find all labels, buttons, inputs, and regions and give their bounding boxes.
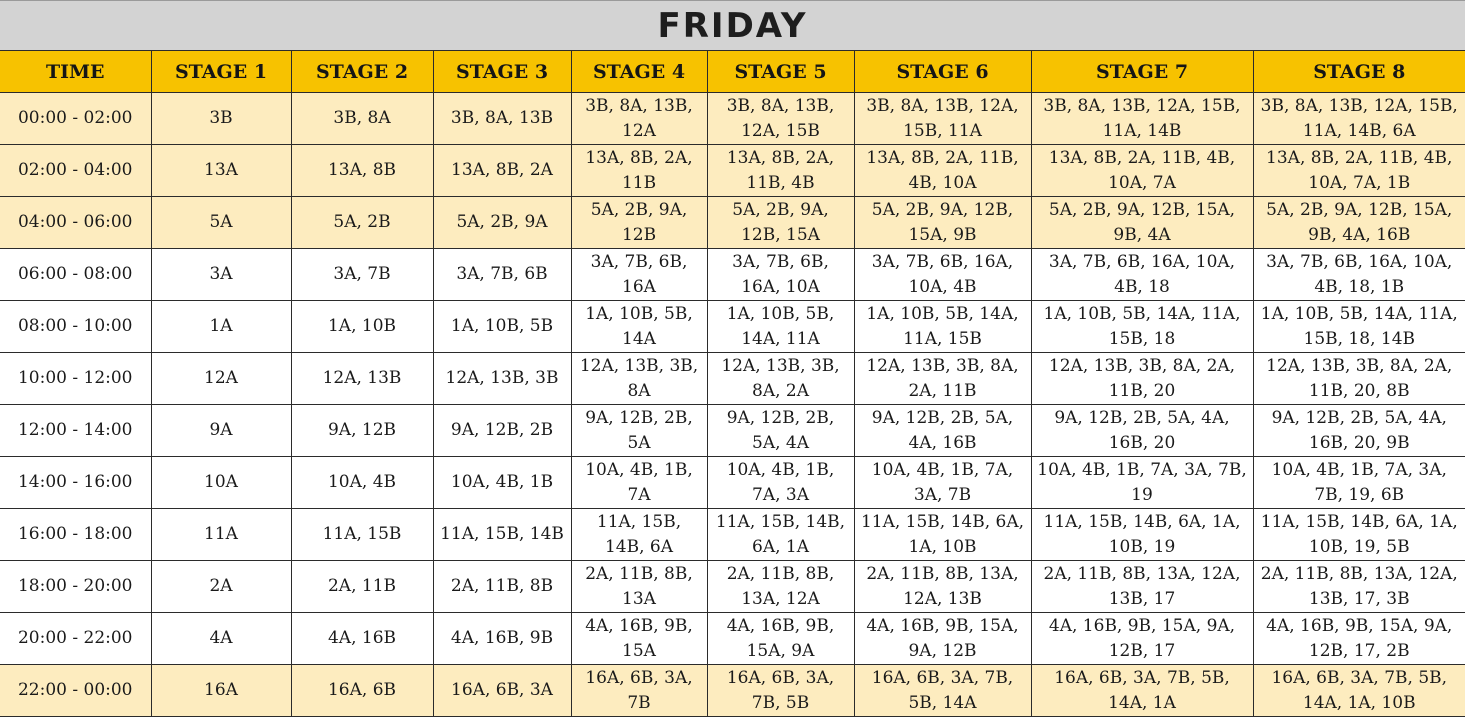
header-stage-7: STAGE 7	[1031, 51, 1253, 93]
cell-stage-2: 13A, 8B	[291, 145, 433, 197]
cell-time: 14:00 - 16:00	[0, 457, 151, 509]
cell-stage-2: 3B, 8A	[291, 93, 433, 145]
cell-stage-3: 3B, 8A, 13B	[433, 93, 571, 145]
table-row	[0, 509, 1465, 561]
cell-stage-2: 9A, 12B	[291, 405, 433, 457]
cell-stage-4: 16A, 6B, 3A, 7B	[571, 665, 707, 717]
cell-stage-7: 3A, 7B, 6B, 16A, 10A, 4B, 18	[1031, 249, 1253, 301]
cell-stage-3: 5A, 2B, 9A	[433, 197, 571, 249]
cell-stage-6: 4A, 16B, 9B, 15A, 9A, 12B	[854, 613, 1031, 665]
cell-stage-7: 5A, 2B, 9A, 12B, 15A, 9B, 4A	[1031, 197, 1253, 249]
cell-stage-5: 2A, 11B, 8B, 13A, 12A	[707, 561, 854, 613]
cell-stage-7: 9A, 12B, 2B, 5A, 4A, 16B, 20	[1031, 405, 1253, 457]
cell-stage-1: 11A	[151, 509, 291, 561]
cell-stage-1: 13A	[151, 145, 291, 197]
cell-stage-1: 3B	[151, 93, 291, 145]
table-row	[0, 457, 1465, 509]
cell-stage-4: 3B, 8A, 13B, 12A	[571, 93, 707, 145]
cell-stage-7: 13A, 8B, 2A, 11B, 4B, 10A, 7A	[1031, 145, 1253, 197]
cell-stage-6: 1A, 10B, 5B, 14A, 11A, 15B	[854, 301, 1031, 353]
cell-stage-8: 16A, 6B, 3A, 7B, 5B, 14A, 1A, 10B	[1253, 665, 1465, 717]
cell-stage-2: 10A, 4B	[291, 457, 433, 509]
cell-stage-6: 3A, 7B, 6B, 16A, 10A, 4B	[854, 249, 1031, 301]
cell-stage-1: 3A	[151, 249, 291, 301]
cell-stage-6: 16A, 6B, 3A, 7B, 5B, 14A	[854, 665, 1031, 717]
header-stage-5: STAGE 5	[707, 51, 854, 93]
table-row	[0, 197, 1465, 249]
cell-stage-4: 10A, 4B, 1B, 7A	[571, 457, 707, 509]
cell-stage-5: 11A, 15B, 14B, 6A, 1A	[707, 509, 854, 561]
cell-stage-8: 13A, 8B, 2A, 11B, 4B, 10A, 7A, 1B	[1253, 145, 1465, 197]
cell-stage-2: 3A, 7B	[291, 249, 433, 301]
cell-stage-1: 2A	[151, 561, 291, 613]
cell-stage-3: 9A, 12B, 2B	[433, 405, 571, 457]
table-row	[0, 249, 1465, 301]
cell-stage-7: 4A, 16B, 9B, 15A, 9A, 12B, 17	[1031, 613, 1253, 665]
cell-stage-4: 1A, 10B, 5B, 14A	[571, 301, 707, 353]
header-time: TIME	[0, 51, 151, 93]
cell-stage-7: 2A, 11B, 8B, 13A, 12A, 13B, 17	[1031, 561, 1253, 613]
cell-stage-7: 11A, 15B, 14B, 6A, 1A, 10B, 19	[1031, 509, 1253, 561]
cell-stage-5: 3B, 8A, 13B, 12A, 15B	[707, 93, 854, 145]
cell-stage-7: 1A, 10B, 5B, 14A, 11A, 15B, 18	[1031, 301, 1253, 353]
cell-stage-5: 13A, 8B, 2A, 11B, 4B	[707, 145, 854, 197]
cell-stage-3: 10A, 4B, 1B	[433, 457, 571, 509]
cell-stage-5: 1A, 10B, 5B, 14A, 11A	[707, 301, 854, 353]
cell-stage-5: 4A, 16B, 9B, 15A, 9A	[707, 613, 854, 665]
cell-time: 08:00 - 10:00	[0, 301, 151, 353]
header-stage-6: STAGE 6	[854, 51, 1031, 93]
cell-stage-2: 11A, 15B	[291, 509, 433, 561]
cell-stage-6: 11A, 15B, 14B, 6A, 1A, 10B	[854, 509, 1031, 561]
cell-stage-1: 16A	[151, 665, 291, 717]
cell-stage-5: 10A, 4B, 1B, 7A, 3A	[707, 457, 854, 509]
table-row	[0, 405, 1465, 457]
cell-time: 12:00 - 14:00	[0, 405, 151, 457]
table-row	[0, 561, 1465, 613]
cell-stage-2: 4A, 16B	[291, 613, 433, 665]
cell-time: 04:00 - 06:00	[0, 197, 151, 249]
cell-stage-7: 3B, 8A, 13B, 12A, 15B, 11A, 14B	[1031, 93, 1253, 145]
cell-time: 18:00 - 20:00	[0, 561, 151, 613]
cell-stage-2: 16A, 6B	[291, 665, 433, 717]
cell-stage-1: 9A	[151, 405, 291, 457]
cell-stage-6: 2A, 11B, 8B, 13A, 12A, 13B	[854, 561, 1031, 613]
table-row	[0, 665, 1465, 717]
cell-stage-2: 12A, 13B	[291, 353, 433, 405]
cell-time: 20:00 - 22:00	[0, 613, 151, 665]
cell-stage-1: 10A	[151, 457, 291, 509]
cell-stage-7: 12A, 13B, 3B, 8A, 2A, 11B, 20	[1031, 353, 1253, 405]
cell-stage-3: 3A, 7B, 6B	[433, 249, 571, 301]
cell-stage-8: 11A, 15B, 14B, 6A, 1A, 10B, 19, 5B	[1253, 509, 1465, 561]
cell-time: 22:00 - 00:00	[0, 665, 151, 717]
cell-stage-1: 12A	[151, 353, 291, 405]
cell-stage-8: 12A, 13B, 3B, 8A, 2A, 11B, 20, 8B	[1253, 353, 1465, 405]
cell-time: 10:00 - 12:00	[0, 353, 151, 405]
cell-stage-4: 12A, 13B, 3B, 8A	[571, 353, 707, 405]
table-row	[0, 145, 1465, 197]
cell-stage-4: 9A, 12B, 2B, 5A	[571, 405, 707, 457]
cell-stage-3: 11A, 15B, 14B	[433, 509, 571, 561]
cell-stage-3: 1A, 10B, 5B	[433, 301, 571, 353]
header-stage-3: STAGE 3	[433, 51, 571, 93]
cell-time: 00:00 - 02:00	[0, 93, 151, 145]
cell-stage-5: 12A, 13B, 3B, 8A, 2A	[707, 353, 854, 405]
cell-stage-4: 4A, 16B, 9B, 15A	[571, 613, 707, 665]
cell-stage-2: 2A, 11B	[291, 561, 433, 613]
header-stage-2: STAGE 2	[291, 51, 433, 93]
cell-stage-5: 3A, 7B, 6B, 16A, 10A	[707, 249, 854, 301]
cell-stage-3: 13A, 8B, 2A	[433, 145, 571, 197]
cell-stage-4: 13A, 8B, 2A, 11B	[571, 145, 707, 197]
cell-stage-6: 10A, 4B, 1B, 7A, 3A, 7B	[854, 457, 1031, 509]
cell-stage-3: 4A, 16B, 9B	[433, 613, 571, 665]
table-row	[0, 613, 1465, 665]
cell-stage-3: 2A, 11B, 8B	[433, 561, 571, 613]
table-row	[0, 301, 1465, 353]
cell-stage-1: 1A	[151, 301, 291, 353]
cell-stage-8: 1A, 10B, 5B, 14A, 11A, 15B, 18, 14B	[1253, 301, 1465, 353]
cell-stage-8: 4A, 16B, 9B, 15A, 9A, 12B, 17, 2B	[1253, 613, 1465, 665]
header-stage-8: STAGE 8	[1253, 51, 1465, 93]
cell-stage-7: 16A, 6B, 3A, 7B, 5B, 14A, 1A	[1031, 665, 1253, 717]
cell-stage-6: 9A, 12B, 2B, 5A, 4A, 16B	[854, 405, 1031, 457]
schedule-body	[0, 93, 1465, 717]
cell-stage-7: 10A, 4B, 1B, 7A, 3A, 7B, 19	[1031, 457, 1253, 509]
schedule-table	[0, 50, 1465, 717]
cell-stage-3: 16A, 6B, 3A	[433, 665, 571, 717]
table-row	[0, 353, 1465, 405]
schedule-title-bar	[0, 0, 1465, 50]
cell-time: 16:00 - 18:00	[0, 509, 151, 561]
cell-stage-5: 5A, 2B, 9A, 12B, 15A	[707, 197, 854, 249]
cell-stage-5: 9A, 12B, 2B, 5A, 4A	[707, 405, 854, 457]
cell-time: 02:00 - 04:00	[0, 145, 151, 197]
cell-stage-2: 5A, 2B	[291, 197, 433, 249]
cell-stage-2: 1A, 10B	[291, 301, 433, 353]
header-stage-1: STAGE 1	[151, 51, 291, 93]
cell-stage-5: 16A, 6B, 3A, 7B, 5B	[707, 665, 854, 717]
cell-stage-3: 12A, 13B, 3B	[433, 353, 571, 405]
cell-stage-6: 13A, 8B, 2A, 11B, 4B, 10A	[854, 145, 1031, 197]
cell-stage-4: 11A, 15B, 14B, 6A	[571, 509, 707, 561]
cell-stage-6: 5A, 2B, 9A, 12B, 15A, 9B	[854, 197, 1031, 249]
header-stage-4: STAGE 4	[571, 51, 707, 93]
cell-stage-1: 4A	[151, 613, 291, 665]
cell-stage-6: 3B, 8A, 13B, 12A, 15B, 11A	[854, 93, 1031, 145]
cell-stage-8: 10A, 4B, 1B, 7A, 3A, 7B, 19, 6B	[1253, 457, 1465, 509]
cell-stage-8: 2A, 11B, 8B, 13A, 12A, 13B, 17, 3B	[1253, 561, 1465, 613]
table-row	[0, 93, 1465, 145]
schedule-title: FRIDAY	[657, 5, 808, 46]
cell-stage-4: 3A, 7B, 6B, 16A	[571, 249, 707, 301]
cell-stage-4: 5A, 2B, 9A, 12B	[571, 197, 707, 249]
cell-stage-4: 2A, 11B, 8B, 13A	[571, 561, 707, 613]
header-row	[0, 51, 1465, 93]
cell-stage-8: 5A, 2B, 9A, 12B, 15A, 9B, 4A, 16B	[1253, 197, 1465, 249]
cell-stage-6: 12A, 13B, 3B, 8A, 2A, 11B	[854, 353, 1031, 405]
cell-stage-1: 5A	[151, 197, 291, 249]
cell-stage-8: 3A, 7B, 6B, 16A, 10A, 4B, 18, 1B	[1253, 249, 1465, 301]
cell-time: 06:00 - 08:00	[0, 249, 151, 301]
cell-stage-8: 3B, 8A, 13B, 12A, 15B, 11A, 14B, 6A	[1253, 93, 1465, 145]
cell-stage-8: 9A, 12B, 2B, 5A, 4A, 16B, 20, 9B	[1253, 405, 1465, 457]
